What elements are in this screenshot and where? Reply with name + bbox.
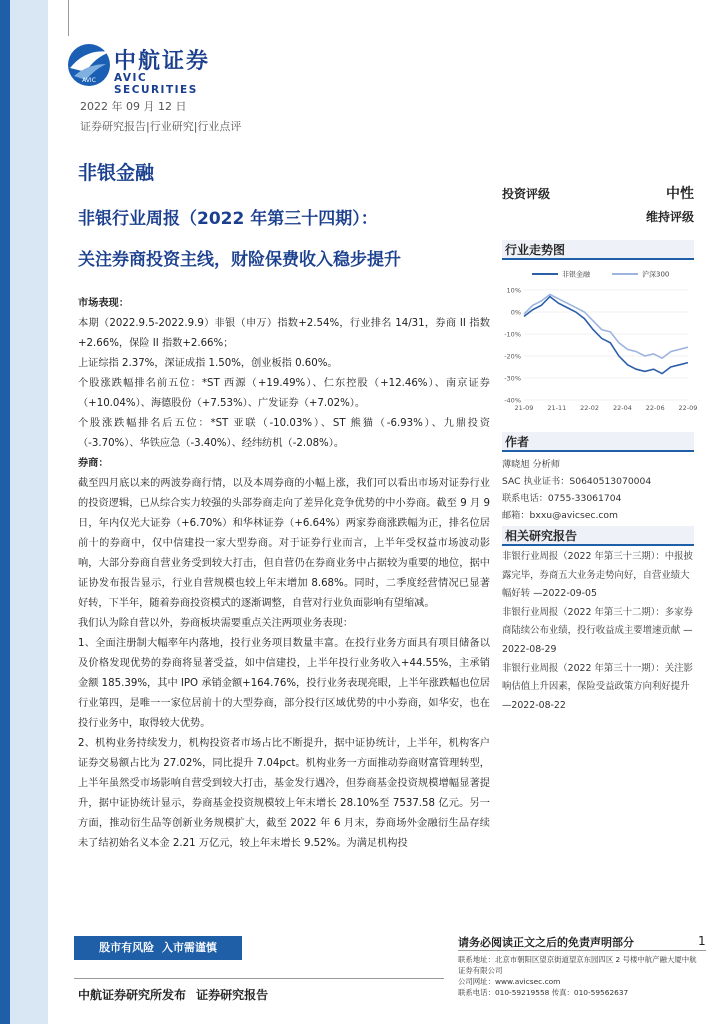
chart-grid xyxy=(524,290,688,400)
left-accent-stripe xyxy=(0,0,10,1024)
broker-paragraph-1: 截至四月底以来的两波券商行情，以及本周券商的小幅上涨，我们可以看出市场对证券行业的投资逻辑，已从综合实力较强的头部券商走向了差异化竞争优势的中小券商。截至 9 月 9 日，年内仅光大证券（+6.70%）和华林证券（+6.64%）两家券商涨跌幅为正，排名位居前十的券商中，仅中信建投一家大型券商。对于证券行业而言，上半年受权益市场波动影响，大部分券商自营业务受到较大打击，但自营仍在券商业务中占据较为重要的地位，据中证协发布报告显示，行业自营规模也较上年末增加 8.68%。同时，二季度经营情况已显著好转，下半年，随着券商投资模式的逐渐调整，自营对行业负面影响有望缩减。 xyxy=(78,478,490,609)
market-paragraph-1: 本期（2022.9.5-2022.9.9）非银（申万）指数+2.54%，行业排名 14/31，券商 II 指数+2.66%，保险 II 指数+2.66%； xyxy=(78,318,490,349)
series-line xyxy=(524,294,688,358)
chart-legend xyxy=(532,270,669,279)
related-report-1[interactable]: 非银行业周报（2022 年第三十三期）：中报披露完毕，券商五大业务走势向好，自营业绩大幅好转 —2022-09-05 xyxy=(502,551,693,600)
related-research-header: 相关研究报告 xyxy=(502,526,694,546)
market-section xyxy=(78,294,490,854)
emblem-mark-text: AVIC xyxy=(82,77,96,84)
market-heading: 市场表现： xyxy=(78,298,129,309)
x-tick-label: 21-09 xyxy=(514,404,534,412)
market-paragraph-2: 上证综指 2.37%，深证成指 1.50%，创业板指 0.60%。 xyxy=(78,358,338,369)
footer-divider xyxy=(74,978,444,979)
related-report-3[interactable]: 非银行业周报（2022 年第三十一期）：关注影响估值上升因素，保险受益政策方向利好提升 —2022-08-22 xyxy=(502,662,693,711)
market-paragraph-4: 个股涨跌幅排名后五位：*ST 亚联（-10.03%）、ST 熊猫（-6.93%）、九鼎投资（-3.70%）、华铁应急（-3.40%）、经纬纺机（-2.08%）。 xyxy=(78,418,490,449)
x-tick-label: 21-11 xyxy=(547,404,567,412)
company-logo xyxy=(66,42,236,96)
company-website[interactable]: 公司网址：www.avicsec.com xyxy=(458,977,561,986)
legend-label: 非银金融 xyxy=(562,270,590,279)
chart-y-axis xyxy=(504,287,521,405)
broker-heading: 券商： xyxy=(78,458,109,469)
market-paragraph-3: 个股涨跌幅排名前五位：*ST 西源（+19.49%）、仁东控股（+12.46%）、南京证券（+10.04%）、海德股份（+7.53%）、广发证券（+7.02%）。 xyxy=(78,378,490,409)
author-phone: 联系电话：0755-33061704 xyxy=(502,493,622,504)
author-info xyxy=(502,456,694,524)
broker-paragraph-4: 2、机构业务持续发力，机构投资者市场占比不断提升，据中证协统计，上半年，机构客户证券交易额占比为 27.02%，同比提升 7.04pct。机构业务一方面推动券商财富管理转型，上半年虽然受市场影响自营受到较大打击，基金发行遇冷，但券商基金投资规模增幅显著提升，据中证协统计显示，券商基金投资规模较上年末增长 28.10%至 7537.58 亿元。另一方面，推动衍生品等创新业务规模扩大，截至 2022 年 6 月末，券商场外金融衍生品存续未了结初始名义本金 2.21 万亿元，较上年末增长 9.52%。为满足机构投 xyxy=(78,738,490,849)
logo-name-cn: 中航证券 xyxy=(114,49,211,74)
report-title: 非银行业周报（2022 年第三十四期）： xyxy=(78,209,378,229)
company-phone-fax: 联系电话：010-59219558 传真：010-59562637 xyxy=(458,988,629,997)
broker-paragraph-3: 1、全面注册制大幅率年内落地，投行业务项目数量丰富。在投行业务方面具有项目储备以及价格发现优势的券商将显著受益，如中信建投，上半年投行业务收入+44.55%，主承销金额 185.39%，其中 IPO 承销金额+164.76%，投行业务表现亮眼，上半年涨跌幅也位居行业第四，是唯一一家位居前十的大型券商，部分投行区域优势的中小券商，如华安，也在投行业务中，取得较大优势。 xyxy=(78,638,490,729)
x-tick-label: 22-09 xyxy=(678,404,698,412)
top-divider xyxy=(68,0,69,36)
y-tick-label: -10% xyxy=(504,330,521,339)
rating-label: 投资评级 xyxy=(502,187,551,201)
industry-trend-chart xyxy=(502,264,698,424)
series-line xyxy=(524,297,688,374)
author-license: SAC 执业证书：S0640513070004 xyxy=(502,476,652,487)
x-tick-label: 22-06 xyxy=(645,404,665,412)
logo-name-en: AVIC SECURITIES xyxy=(114,72,198,96)
y-tick-label: -20% xyxy=(504,352,521,361)
company-contact xyxy=(458,954,698,998)
report-subtitle: 关注券商投资主线，财险保费收入稳步提升 xyxy=(78,250,401,270)
y-tick-label: -40% xyxy=(504,396,521,405)
broker-paragraph-2: 我们认为除自营以外，券商板块需要重点关注两项业务表现： xyxy=(78,618,354,629)
x-tick-label: 22-02 xyxy=(580,404,600,412)
risk-warning: 股市有风险 入市需谨慎 xyxy=(74,936,242,960)
trend-section-header: 行业走势图 xyxy=(502,240,694,260)
y-tick-label: 0% xyxy=(510,308,521,317)
company-address: 联系地址：北京市朝阳区望京街道望京东园四区 2 号楼中航产融大厦中航证券有限公司 xyxy=(458,955,697,975)
page-number: 1 xyxy=(698,934,706,948)
y-tick-label: 10% xyxy=(506,286,521,295)
sector-heading: 非银金融 xyxy=(78,162,155,184)
related-report-2[interactable]: 非银行业周报（2022 年第三十二期）：多家券商陆续公布业绩，投行收益成主要增速贡献 —2022-08-29 xyxy=(502,606,693,655)
author-name: 薄晓旭 分析师 xyxy=(502,459,561,470)
legend-label: 沪深300 xyxy=(642,270,670,279)
report-type: 证券研究报告|行业研究|行业点评 xyxy=(80,120,242,133)
avic-emblem-icon xyxy=(66,42,112,88)
x-tick-label: 22-04 xyxy=(612,404,632,412)
y-tick-label: -30% xyxy=(504,374,521,383)
author-email: 邮箱：bxxu@avicsec.com xyxy=(502,510,618,521)
author-section-header: 作者 xyxy=(502,432,694,452)
footer-text: 中航证券研究所发布 证券研究报告 xyxy=(78,988,269,1002)
disclaimer-divider xyxy=(458,950,706,951)
rating-maintain: 维持评级 xyxy=(645,210,694,224)
rating-value: 中性 xyxy=(666,186,694,202)
disclaimer-title: 请务必阅读正文之后的免责声明部分 xyxy=(458,936,634,949)
chart-x-axis xyxy=(515,404,698,412)
report-date: 2022 年 09 月 12 日 xyxy=(80,100,187,113)
related-research-list xyxy=(502,548,694,715)
